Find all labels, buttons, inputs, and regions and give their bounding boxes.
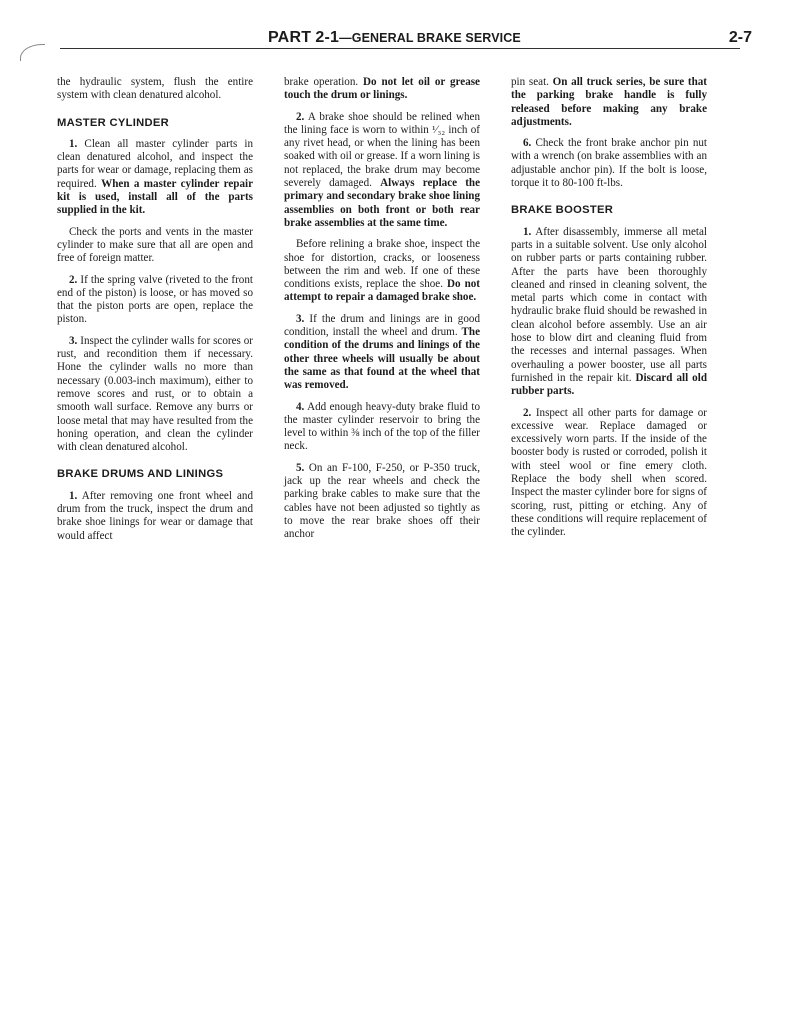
paragraph-text: After disassembly, immerse all metal parts in a suitable solvent. Use only alcohol on rubber parts or parts containing rubber. After the parts have been thoroughly cleaned and rinsed in cleaning solvent, the metal parts which come in contact with hydraulic brake fluid should be rewashed in clean alcohol before assembly. Use an air hose to blow dirt and cleaning fluid from the recesses and internal passages. When overhauling a power booster, use all parts furnished in the repair kit.: [511, 225, 707, 384]
paragraph: [284, 111, 480, 231]
step-number: 3.: [69, 334, 78, 347]
step-number: 1.: [523, 225, 532, 238]
paragraph-emphasis: Always replace the primary and secondary brake shoe lining assemblies on both front or both rear brake assemblies at the same time.: [284, 177, 480, 229]
header-section-title: —GENERAL BRAKE SERVICE: [339, 31, 521, 45]
paragraph-text: Before relining a brake shoe, inspect the shoe for distortion, cracks, or looseness between the rim and web. If one of these conditions exists, replace the shoe.: [284, 238, 480, 291]
text-column-2: [284, 76, 480, 550]
paragraph: [511, 226, 707, 399]
step-number: 2.: [523, 406, 532, 419]
paragraph-text: A brake shoe should be relined when the lining face is worn to within ¹⁄₃₂ inch of any rivet head, or when the lining has been soaked with oil or grease. If a worn lining is not replaced, the brake drum may become severely damaged.: [284, 110, 480, 190]
paragraph: the hydraulic system, flush the entire system with clean denatured alcohol.: [57, 76, 253, 102]
paragraph-text: Inspect all other parts for damage or excessive wear. Replace damaged or excessively worn parts. If the inside of the booster body is rusted or corroded, polish it with steel wool or fine emery cloth. Replace the body shell when scored. Inspect the master cylinder bore for signs of scoring, rust, pitting or etching. Any of these conditions will require replacement of the cylinder.: [511, 406, 707, 539]
paragraph-emphasis: Do not let oil or grease touch the drum or linings.: [284, 76, 480, 102]
paragraph: [511, 407, 707, 540]
page-header-title: [268, 29, 521, 47]
step-number: 2.: [296, 110, 305, 123]
section-heading-brake-booster: BRAKE BOOSTER: [511, 204, 614, 217]
step-number: 2.: [69, 273, 78, 286]
text-column-1: [57, 76, 253, 551]
paragraph-text: Check the front brake anchor pin nut with a wrench (on brake assemblies with an adjustable anchor pin). If the bolt is loose, torque it to 80-100 ft-lbs.: [511, 137, 707, 190]
paragraph-emphasis: Discard all old rubber parts.: [511, 371, 707, 398]
paragraph-emphasis: On all truck series, be sure that the parking brake handle is fully released before making any brake adjustments.: [511, 76, 707, 128]
paragraph: [284, 401, 480, 454]
step-number: 6.: [523, 137, 532, 150]
paragraph-emphasis: When a master cylinder repair kit is used, install all of the parts supplied in the kit.: [57, 177, 253, 217]
step-number: 1.: [69, 489, 78, 502]
page-number: 2-7: [728, 29, 752, 46]
paragraph: [511, 76, 707, 129]
paragraph: [284, 462, 480, 542]
paragraph-text: If the drum and linings are in good condition, install the wheel and drum.: [284, 312, 480, 339]
section-heading-brake-drums: BRAKE DRUMS AND LININGS: [57, 468, 224, 481]
paragraph-text: After removing one front wheel and drum from the truck, inspect the drum and brake shoe linings for wear or damage that would affect: [57, 489, 253, 542]
paragraph: [57, 138, 253, 218]
page-corner-mark: [20, 44, 45, 61]
section-heading-master-cylinder: MASTER CYLINDER: [57, 116, 170, 129]
text-column-3: [511, 76, 707, 548]
paragraph-text: Inspect the cylinder walls for scores or rust, and recondition them if necessary. Hone the cylinder walls no more than necessary (0.003-inch maximum), either to remove scores and rust, or to obtain a smooth wall surface. Remove any burrs or loose metal that may have resulted from the honing operation, and clean the cylinder with clean denatured alcohol.: [57, 334, 253, 454]
step-number: 4.: [296, 400, 305, 413]
paragraph: [57, 335, 253, 455]
step-number: 1.: [69, 137, 78, 150]
paragraph-text: brake operation.: [284, 76, 364, 88]
paragraph: [57, 274, 253, 327]
header-part-label: PART: [268, 29, 312, 46]
paragraph: [284, 313, 480, 393]
step-number: 3.: [296, 312, 305, 325]
paragraph-text: On an F-100, F-250, or P-350 truck, jack up the rear wheels and check the parking brake cables to make sure that the cables have not been adjusted so tightly as to move the rear brake shoes off their anchor: [284, 461, 480, 541]
paragraph: [57, 490, 253, 543]
paragraph: [284, 238, 480, 304]
paragraph-emphasis: The condition of the drums and linings of the other three wheels will usually be about the same as that found at the wheel that was removed.: [284, 326, 480, 392]
paragraph-text: If the spring valve (riveted to the front end of the piston) is loose, or has moved so that the piston ports are open, replace the piston.: [57, 273, 253, 326]
paragraph-text: Clean all master cylinder parts in clean denatured alcohol, and inspect the parts for wear or damage, replacing them as required.: [57, 137, 253, 190]
paragraph: [511, 137, 707, 190]
paragraph: Check the ports and vents in the master cylinder to make sure that all are open and free of foreign matter.: [57, 225, 253, 265]
paragraph-text: Add enough heavy-duty brake fluid to the master cylinder reservoir to bring the level to within ⅜ inch of the top of the filler neck.: [284, 400, 480, 453]
step-number: 5.: [296, 461, 305, 474]
header-rule: [60, 48, 740, 49]
paragraph: [284, 76, 480, 103]
paragraph-text: pin seat.: [511, 76, 553, 88]
header-section-number: 2-1: [315, 29, 340, 46]
paragraph-emphasis: Do not attempt to repair a damaged brake shoe.: [284, 278, 480, 304]
